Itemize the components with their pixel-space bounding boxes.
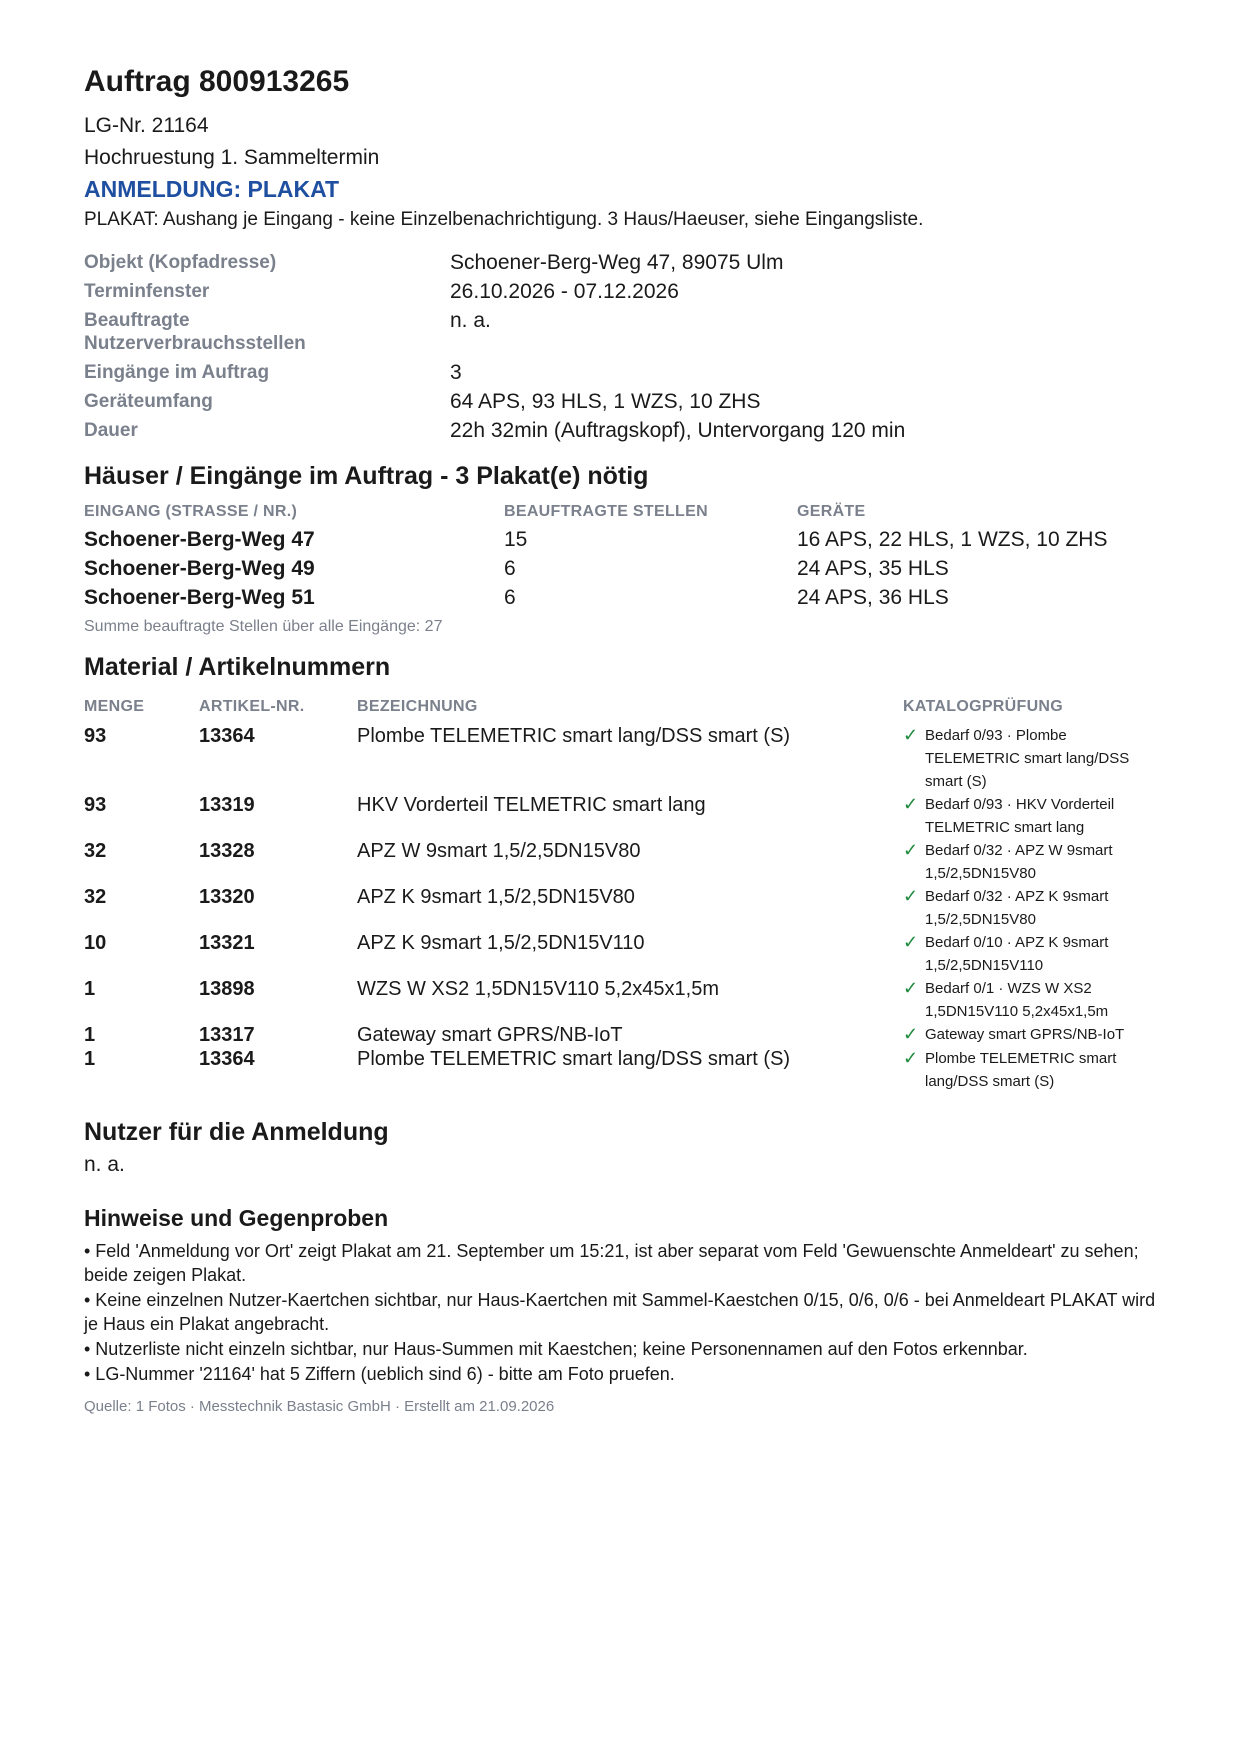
- column-header-stellen: BEAUFTRAGTE STELLEN: [504, 503, 708, 520]
- katalog-text: 1,5/2,5DN15V110: [925, 957, 1044, 974]
- house-eingang: Schoener-Berg-Weg 47: [84, 528, 315, 551]
- info-row-terminfenster: [84, 277, 1159, 306]
- katalog-check: [903, 793, 1159, 839]
- material-bezeichnung: HKV Vorderteil TELMETRIC smart lang: [357, 794, 706, 816]
- info-value: 64 APS, 93 HLS, 1 WZS, 10 ZHS: [450, 390, 761, 413]
- material-bezeichnung: Gateway smart GPRS/NB-IoT: [357, 1024, 623, 1046]
- anmeldung-type: ANMELDUNG: PLAKAT: [84, 176, 340, 202]
- material-artikel: 13364: [199, 1048, 255, 1070]
- info-label-line: Beauftragte: [84, 310, 190, 331]
- material-table: [84, 684, 1159, 1093]
- katalog-check: [903, 839, 1159, 885]
- katalog-text: 1,5/2,5DN15V80: [925, 911, 1036, 928]
- lg-number: LG-Nr. 21164: [84, 114, 209, 137]
- material-bezeichnung: WZS W XS2 1,5DN15V110 5,2x45x1,5m: [357, 978, 720, 1000]
- material-bezeichnung: Plombe TELEMETRIC smart lang/DSS smart (S): [357, 725, 791, 747]
- material-artikel: 13320: [199, 886, 255, 908]
- material-menge: 10: [84, 932, 107, 954]
- material-artikel: 13317: [199, 1024, 255, 1046]
- plakat-description: PLAKAT: Aushang je Eingang - keine Einzelbenachrichtigung. 3 Haus/Haeuser, siehe Eingangsliste.: [84, 209, 924, 230]
- katalog-check: [903, 885, 1159, 931]
- info-value: Schoener-Berg-Weg 47, 89075 Ulm: [450, 251, 784, 274]
- hinweis-item: • LG-Nummer '21164' hat 5 Ziffern (ueblich sind 6) - bitte am Foto pruefen.: [84, 1364, 675, 1384]
- katalog-check: [903, 1023, 1159, 1047]
- material-artikel: 13364: [199, 725, 255, 747]
- info-label: Dauer: [84, 420, 138, 441]
- houses-section: [84, 459, 1159, 636]
- page-title: Auftrag 800913265: [84, 65, 350, 98]
- column-header-artikel: ARTIKEL-NR.: [199, 698, 305, 715]
- info-row-geraete: [84, 387, 1159, 416]
- house-stellen: 15: [504, 528, 528, 551]
- material-menge: 1: [84, 1024, 96, 1046]
- material-menge: 32: [84, 840, 107, 862]
- house-stellen: 6: [504, 557, 516, 580]
- katalog-text: TELMETRIC smart lang: [925, 819, 1085, 836]
- material-menge: 93: [84, 794, 107, 816]
- houses-table: [84, 493, 1159, 612]
- katalog-check: [903, 931, 1159, 977]
- house-geraete: 16 APS, 22 HLS, 1 WZS, 10 ZHS: [797, 528, 1108, 551]
- info-row-objekt: [84, 248, 1159, 277]
- column-header-bezeichnung: BEZEICHNUNG: [357, 698, 478, 715]
- katalog-text: lang/DSS smart (S): [925, 1073, 1055, 1090]
- source-footer: Quelle: 1 Fotos · Messtechnik Bastasic GmbH · Erstellt am 21.09.2026: [84, 1398, 555, 1415]
- katalog-check: [903, 977, 1159, 1023]
- info-table: [84, 248, 1159, 445]
- hinweis-item: • Nutzerliste nicht einzeln sichtbar, nur Haus-Summen mit Kaestchen; keine Personennamen auf den Fotos erkennbar.: [84, 1339, 1028, 1359]
- houses-sum: Summe beauftragte Stellen über alle Eingänge: 27: [84, 618, 443, 635]
- material-menge: 1: [84, 978, 96, 1000]
- check-icon: ✓: [903, 840, 919, 860]
- house-stellen: 6: [504, 586, 516, 609]
- info-label: Geräteumfang: [84, 391, 213, 412]
- info-row-dauer: [84, 416, 1159, 445]
- material-menge: 1: [84, 1048, 96, 1070]
- nutzer-section: [84, 1115, 1159, 1181]
- column-header-eingang: EINGANG (STRASSE / NR.): [84, 503, 298, 520]
- check-icon: ✓: [903, 725, 919, 745]
- nutzer-value: n. a.: [84, 1153, 125, 1176]
- material-menge: 32: [84, 886, 107, 908]
- info-value: 26.10.2026 - 07.12.2026: [450, 280, 679, 303]
- info-label: Terminfenster: [84, 281, 210, 302]
- material-bezeichnung: APZ K 9smart 1,5/2,5DN15V110: [357, 932, 645, 954]
- houses-heading: Häuser / Eingänge im Auftrag - 3 Plakat(e) nötig: [84, 462, 649, 490]
- check-icon: ✓: [903, 978, 919, 998]
- material-artikel: 13321: [199, 932, 255, 954]
- check-icon: ✓: [903, 794, 919, 814]
- katalog-text: Bedarf 0/93 · Plombe: [925, 727, 1067, 744]
- info-label-line: Nutzerverbrauchsstellen: [84, 333, 306, 354]
- column-header-menge: MENGE: [84, 698, 145, 715]
- info-label: Eingänge im Auftrag: [84, 362, 270, 383]
- info-value: 3: [450, 361, 462, 384]
- hinweise-list: [84, 1239, 1159, 1386]
- termin-type: Hochruestung 1. Sammeltermin: [84, 146, 380, 169]
- katalog-check: [903, 724, 1159, 793]
- material-bezeichnung: APZ W 9smart 1,5/2,5DN15V80: [357, 840, 641, 862]
- katalog-text: TELEMETRIC smart lang/DSS smart (S): [925, 750, 1130, 790]
- info-value: 22h 32min (Auftragskopf), Untervorgang 120 min: [450, 419, 906, 442]
- material-artikel: 13898: [199, 978, 255, 1000]
- check-icon: ✓: [903, 1024, 919, 1044]
- check-icon: ✓: [903, 1048, 919, 1068]
- hinweise-heading: Hinweise und Gegenproben: [84, 1205, 389, 1231]
- info-row-beauftragte: [84, 306, 1159, 358]
- check-icon: ✓: [903, 886, 919, 906]
- info-label: [84, 306, 450, 358]
- katalog-text: Bedarf 0/10 · APZ K 9smart: [925, 934, 1109, 951]
- column-header-katalog: KATALOGPRÜFUNG: [903, 698, 1064, 715]
- katalog-text: 1,5/2,5DN15V80: [925, 865, 1036, 882]
- check-icon: ✓: [903, 932, 919, 952]
- material-bezeichnung: Plombe TELEMETRIC smart lang/DSS smart (S): [357, 1048, 791, 1070]
- house-geraete: 24 APS, 35 HLS: [797, 557, 949, 580]
- house-geraete: 24 APS, 36 HLS: [797, 586, 949, 609]
- info-row-eingaenge: [84, 358, 1159, 387]
- material-bezeichnung: APZ K 9smart 1,5/2,5DN15V80: [357, 886, 635, 908]
- katalog-check: [903, 1047, 1159, 1093]
- material-section: [84, 650, 1159, 1093]
- katalog-text: Bedarf 0/1 · WZS W XS2: [925, 980, 1092, 997]
- house-eingang: Schoener-Berg-Weg 49: [84, 557, 315, 580]
- info-value: n. a.: [450, 309, 491, 332]
- document-page: [84, 60, 1159, 1415]
- column-header-geraete: GERÄTE: [797, 503, 866, 520]
- hinweise-section: [84, 1201, 1159, 1415]
- material-artikel: 13328: [199, 840, 255, 862]
- katalog-text: 1,5DN15V110 5,2x45x1,5m: [925, 1003, 1109, 1020]
- material-artikel: 13319: [199, 794, 255, 816]
- material-heading: Material / Artikelnummern: [84, 653, 391, 681]
- material-menge: 93: [84, 725, 107, 747]
- katalog-text: Bedarf 0/32 · APZ K 9smart: [925, 888, 1109, 905]
- katalog-text: Bedarf 0/93 · HKV Vorderteil: [925, 796, 1115, 813]
- katalog-text: Bedarf 0/32 · APZ W 9smart: [925, 842, 1113, 859]
- nutzer-heading: Nutzer für die Anmeldung: [84, 1118, 389, 1146]
- hinweis-item: • Feld 'Anmeldung vor Ort' zeigt Plakat am 21. September um 15:21, ist aber separat vom Feld 'Gewuenschte Anmeldeart' zu sehen; beide zeigen Plakat.: [84, 1241, 1139, 1285]
- house-eingang: Schoener-Berg-Weg 51: [84, 586, 315, 609]
- hinweis-item: • Keine einzelnen Nutzer-Kaertchen sichtbar, nur Haus-Kaertchen mit Sammel-Kaestchen 0/15, 0/6, 0/6 - bei Anmeldeart PLAKAT wird je Haus ein Plakat angebracht.: [84, 1290, 1156, 1334]
- info-label: Objekt (Kopfadresse): [84, 252, 277, 273]
- katalog-text: Plombe TELEMETRIC smart: [925, 1050, 1117, 1067]
- katalog-text: Gateway smart GPRS/NB-IoT: [925, 1026, 1125, 1043]
